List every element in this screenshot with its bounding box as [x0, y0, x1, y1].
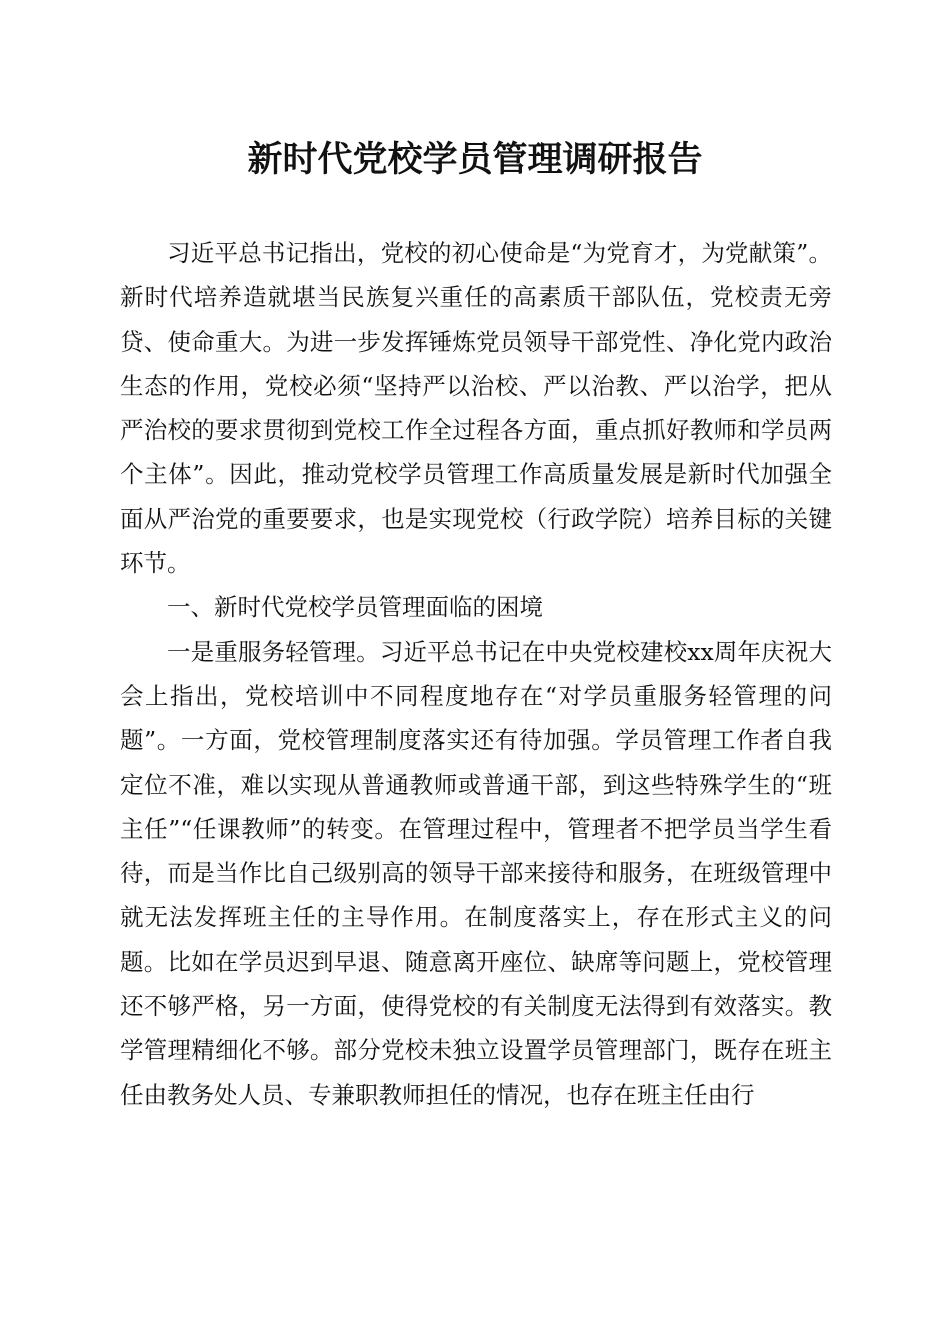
- point-one-paragraph: [120, 630, 832, 1117]
- point-one-text: 习近平总书记在中央党校建校xx周年庆祝大会上指出，党校培训中不同程度地存在“对学员重服务轻管理的问题”。一方面，党校管理制度落实还有待加强。学员管理工作者自我定位不准，难以实现从普通教师或普通干部，到这些特殊学生的“班主任”“任课教师”的转变。在管理过程中，管理者不把学员当学生看待，而是当作比自己级别高的领导干部来接待和服务，在班级管理中就无法发挥班主任的主导作用。在制度落实上，存在形式主义的问题。比如在学员迟到早退、随意离开座位、缺席等问题上，党校管理还不够严格，另一方面，使得党校的有关制度无法得到有效落实。教学管理精细化不够。部分党校未独立设置学员管理部门，既存在班主任由教务处人员、专兼职教师担任的情况，也存在班主任由行: [120, 637, 832, 1109]
- document-body: [120, 231, 832, 1117]
- point-one-lead: 一是重服务轻管理。: [167, 637, 380, 666]
- document-title: 新时代党校学员管理调研报告: [247, 139, 703, 180]
- section-heading: 一、新时代党校学员管理面临的困境: [167, 593, 543, 622]
- intro-paragraph: 习近平总书记指出，党校的初心使命是“为党育才，为党献策”。新时代培养造就堪当民族复兴重任的高素质干部队伍，党校责无旁贷、使命重大。为进一步发挥锤炼党员领导干部党性、净化党内政治生态的作用，党校必须“坚持严以治校、严以治教、严以治学，把从严治校的要求贯彻到党校工作全过程各方面，重点抓好教师和学员两个主体”。因此，推动党校学员管理工作高质量发展是新时代加强全面从严治党的重要要求，也是实现党校（行政学院）培养目标的关键环节。: [120, 239, 832, 578]
